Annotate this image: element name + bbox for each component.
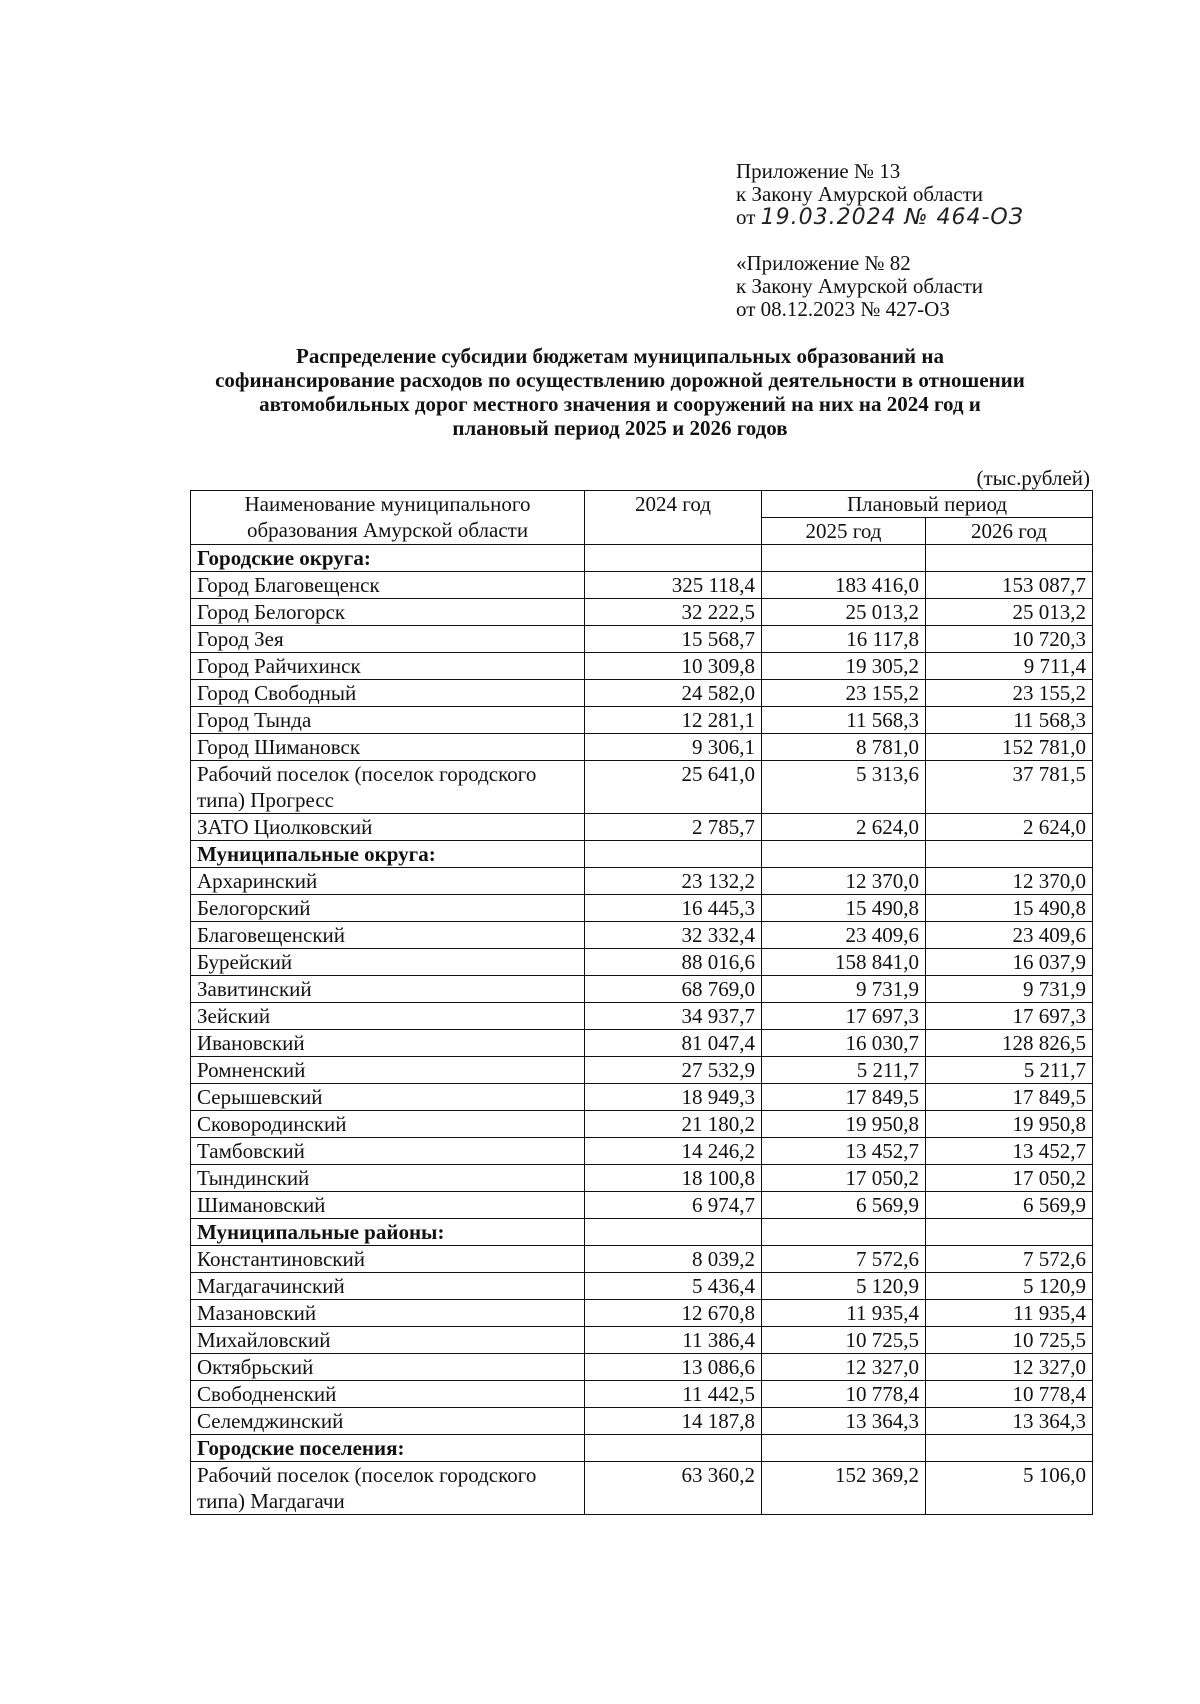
appendix-13-law: к Закону Амурской области [736, 182, 984, 206]
value-2025-cell [762, 1435, 926, 1462]
table-row [191, 1327, 1093, 1354]
municipality-name-cell: Город Благовещенск [191, 572, 585, 599]
document-title [150, 344, 1090, 440]
value-2024-cell [585, 1435, 762, 1462]
value-2025-cell: 23 155,2 [762, 680, 926, 707]
appendix-13-header [736, 160, 1024, 229]
table-row [191, 1462, 1093, 1515]
value-2024-cell: 27 532,9 [585, 1057, 762, 1084]
column-header-name-line2: образования Амурской области [246, 518, 529, 542]
value-2025-cell: 16 117,8 [762, 626, 926, 653]
table-row [191, 1300, 1093, 1327]
municipality-name-cell: Тамбовский [191, 1138, 585, 1165]
value-2025-cell [762, 545, 926, 572]
table-header-row [191, 491, 1093, 518]
value-2024-cell: 63 360,2 [585, 1462, 762, 1515]
unit-label: (тыс.рублей) [976, 466, 1090, 490]
municipality-name-cell: Ивановский [191, 1030, 585, 1057]
municipality-name-cell: Муниципальные районы: [191, 1219, 585, 1246]
municipality-name-cell: Магдагачинский [191, 1273, 585, 1300]
table-row [191, 1084, 1093, 1111]
value-2024-cell: 12 670,8 [585, 1300, 762, 1327]
table-row [191, 1273, 1093, 1300]
table-row [191, 1246, 1093, 1273]
value-2025-cell: 183 416,0 [762, 572, 926, 599]
municipality-name-cell: Городские поселения: [191, 1435, 585, 1462]
value-2024-cell: 11 386,4 [585, 1327, 762, 1354]
value-2024-cell: 10 309,8 [585, 653, 762, 680]
value-2026-cell: 2 624,0 [926, 814, 1093, 841]
table-section-row [191, 841, 1093, 868]
table-row [191, 1003, 1093, 1030]
value-2025-cell: 9 731,9 [762, 976, 926, 1003]
value-2024-cell: 13 086,6 [585, 1354, 762, 1381]
value-2024-cell: 16 445,3 [585, 895, 762, 922]
table-row [191, 761, 1093, 814]
title-line-1: Распределение субсидии бюджетам муниципальных образований на [296, 344, 944, 368]
value-2026-cell: 16 037,9 [926, 949, 1093, 976]
value-2025-cell: 19 950,8 [762, 1111, 926, 1138]
value-2025-cell: 7 572,6 [762, 1246, 926, 1273]
municipality-name-cell: Селемджинский [191, 1408, 585, 1435]
value-2025-cell: 158 841,0 [762, 949, 926, 976]
value-2025-cell [762, 1219, 926, 1246]
appendix-13-number: Приложение № 13 [736, 159, 901, 183]
handwritten-date-number: 19.03.2024 № 464-ОЗ [760, 205, 1024, 230]
value-2024-cell: 6 974,7 [585, 1192, 762, 1219]
value-2026-cell: 128 826,5 [926, 1030, 1093, 1057]
municipality-name-cell: Муниципальные округа: [191, 841, 585, 868]
value-2026-cell: 19 950,8 [926, 1111, 1093, 1138]
municipality-name-cell: Зейский [191, 1003, 585, 1030]
value-2024-cell: 14 246,2 [585, 1138, 762, 1165]
table-row [191, 949, 1093, 976]
value-2026-cell: 9 711,4 [926, 653, 1093, 680]
municipality-name-cell: Город Тында [191, 707, 585, 734]
table-row [191, 1057, 1093, 1084]
municipality-name-cell: Серышевский [191, 1084, 585, 1111]
table-row [191, 599, 1093, 626]
title-line-3: автомобильных дорог местного значения и сооружений на них на 2024 год и [259, 392, 981, 416]
table-section-row [191, 545, 1093, 572]
value-2026-cell: 15 490,8 [926, 895, 1093, 922]
value-2026-cell: 23 409,6 [926, 922, 1093, 949]
value-2025-cell: 5 211,7 [762, 1057, 926, 1084]
value-2024-cell: 8 039,2 [585, 1246, 762, 1273]
value-2024-cell: 18 100,8 [585, 1165, 762, 1192]
appendix-82-number: «Приложение № 82 [736, 251, 911, 275]
column-header-2024: 2024 год [585, 491, 762, 545]
value-2026-cell: 5 106,0 [926, 1462, 1093, 1515]
appendix-82-date: от 08.12.2023 № 427-ОЗ [736, 297, 950, 321]
value-2025-cell: 12 370,0 [762, 868, 926, 895]
value-2025-cell: 5 313,6 [762, 761, 926, 814]
appendix-13-date-prefix: от [736, 205, 756, 229]
table-row [191, 1192, 1093, 1219]
value-2024-cell: 18 949,3 [585, 1084, 762, 1111]
value-2024-cell: 325 118,4 [585, 572, 762, 599]
value-2024-cell: 2 785,7 [585, 814, 762, 841]
value-2024-cell: 12 281,1 [585, 707, 762, 734]
value-2026-cell: 17 849,5 [926, 1084, 1093, 1111]
value-2026-cell: 12 327,0 [926, 1354, 1093, 1381]
table-row [191, 1138, 1093, 1165]
table-row [191, 895, 1093, 922]
value-2025-cell: 10 725,5 [762, 1327, 926, 1354]
value-2025-cell [762, 841, 926, 868]
table-row [191, 1354, 1093, 1381]
column-header-planned-period: Плановый период [762, 491, 1093, 518]
value-2024-cell: 15 568,7 [585, 626, 762, 653]
value-2025-cell: 23 409,6 [762, 922, 926, 949]
value-2026-cell: 12 370,0 [926, 868, 1093, 895]
value-2024-cell: 23 132,2 [585, 868, 762, 895]
table-row [191, 680, 1093, 707]
column-header-name [191, 491, 585, 545]
table-row [191, 1381, 1093, 1408]
subsidy-table [190, 490, 1093, 1515]
municipality-name-cell: Сковородинский [191, 1111, 585, 1138]
value-2026-cell: 17 697,3 [926, 1003, 1093, 1030]
value-2024-cell [585, 841, 762, 868]
value-2024-cell: 34 937,7 [585, 1003, 762, 1030]
value-2025-cell: 6 569,9 [762, 1192, 926, 1219]
municipality-name-cell: Октябрьский [191, 1354, 585, 1381]
table-row [191, 922, 1093, 949]
value-2025-cell: 152 369,2 [762, 1462, 926, 1515]
value-2025-cell: 25 013,2 [762, 599, 926, 626]
value-2026-cell: 9 731,9 [926, 976, 1093, 1003]
municipality-name-cell: Шимановский [191, 1192, 585, 1219]
municipality-name-cell: Городские округа: [191, 545, 585, 572]
value-2026-cell: 25 013,2 [926, 599, 1093, 626]
value-2025-cell: 16 030,7 [762, 1030, 926, 1057]
municipality-name-cell: Белогорский [191, 895, 585, 922]
municipality-name-cell: Тындинский [191, 1165, 585, 1192]
value-2024-cell: 21 180,2 [585, 1111, 762, 1138]
value-2025-cell: 12 327,0 [762, 1354, 926, 1381]
value-2026-cell: 11 935,4 [926, 1300, 1093, 1327]
column-header-2025: 2025 год [762, 518, 926, 545]
table-row [191, 976, 1093, 1003]
value-2024-cell: 11 442,5 [585, 1381, 762, 1408]
table-row [191, 1408, 1093, 1435]
municipality-name-cell: Константиновский [191, 1246, 585, 1273]
appendix-82-header [736, 252, 983, 321]
value-2026-cell: 11 568,3 [926, 707, 1093, 734]
table-row [191, 1165, 1093, 1192]
value-2026-cell [926, 1219, 1093, 1246]
appendix-13-date-line [736, 206, 1024, 229]
value-2024-cell: 32 222,5 [585, 599, 762, 626]
municipality-name-cell: Архаринский [191, 868, 585, 895]
municipality-name-cell: Благовещенский [191, 922, 585, 949]
value-2025-cell: 17 849,5 [762, 1084, 926, 1111]
value-2024-cell [585, 1219, 762, 1246]
municipality-name-cell: Свободненский [191, 1381, 585, 1408]
municipality-name-cell: Город Белогорск [191, 599, 585, 626]
table-section-row [191, 1435, 1093, 1462]
table-section-row [191, 1219, 1093, 1246]
table-row [191, 1030, 1093, 1057]
column-header-2026: 2026 год [926, 518, 1093, 545]
municipality-name-cell: Город Райчихинск [191, 653, 585, 680]
value-2025-cell: 13 452,7 [762, 1138, 926, 1165]
municipality-name-cell: Город Свободный [191, 680, 585, 707]
municipality-name-cell: Ромненский [191, 1057, 585, 1084]
table-body [191, 545, 1093, 1515]
value-2026-cell: 152 781,0 [926, 734, 1093, 761]
value-2025-cell: 13 364,3 [762, 1408, 926, 1435]
value-2026-cell: 13 452,7 [926, 1138, 1093, 1165]
value-2025-cell: 10 778,4 [762, 1381, 926, 1408]
municipality-name-cell: ЗАТО Циолковский [191, 814, 585, 841]
table-row [191, 626, 1093, 653]
municipality-name-cell: Город Шимановск [191, 734, 585, 761]
value-2025-cell: 15 490,8 [762, 895, 926, 922]
municipality-name-cell: Михайловский [191, 1327, 585, 1354]
value-2024-cell: 88 016,6 [585, 949, 762, 976]
municipality-name-cell: Рабочий поселок (поселок городского типа) Магдагачи [191, 1462, 585, 1515]
table-row [191, 814, 1093, 841]
appendix-82-law: к Закону Амурской области [736, 274, 984, 298]
value-2025-cell: 2 624,0 [762, 814, 926, 841]
municipality-name-cell: Мазановский [191, 1300, 585, 1327]
value-2026-cell: 5 120,9 [926, 1273, 1093, 1300]
value-2026-cell: 17 050,2 [926, 1165, 1093, 1192]
value-2025-cell: 11 568,3 [762, 707, 926, 734]
municipality-name-cell: Рабочий поселок (поселок городского типа) Прогресс [191, 761, 585, 814]
value-2026-cell: 5 211,7 [926, 1057, 1093, 1084]
municipality-name-cell: Бурейский [191, 949, 585, 976]
title-line-2: софинансирование расходов по осуществлению дорожной деятельности в отношении [215, 368, 1025, 392]
value-2024-cell: 25 641,0 [585, 761, 762, 814]
value-2024-cell: 24 582,0 [585, 680, 762, 707]
value-2026-cell: 10 778,4 [926, 1381, 1093, 1408]
table-row [191, 707, 1093, 734]
title-line-4: плановый период 2025 и 2026 годов [452, 416, 788, 440]
value-2026-cell [926, 841, 1093, 868]
value-2026-cell: 13 364,3 [926, 1408, 1093, 1435]
table-row [191, 734, 1093, 761]
value-2026-cell: 153 087,7 [926, 572, 1093, 599]
value-2025-cell: 19 305,2 [762, 653, 926, 680]
value-2024-cell: 9 306,1 [585, 734, 762, 761]
value-2026-cell [926, 545, 1093, 572]
column-header-name-line1: Наименование муниципального [244, 492, 531, 516]
table-row [191, 653, 1093, 680]
value-2024-cell: 5 436,4 [585, 1273, 762, 1300]
table-row [191, 572, 1093, 599]
value-2024-cell: 68 769,0 [585, 976, 762, 1003]
municipality-name-cell: Город Зея [191, 626, 585, 653]
value-2026-cell: 23 155,2 [926, 680, 1093, 707]
value-2025-cell: 8 781,0 [762, 734, 926, 761]
value-2026-cell: 10 720,3 [926, 626, 1093, 653]
value-2025-cell: 11 935,4 [762, 1300, 926, 1327]
value-2025-cell: 17 697,3 [762, 1003, 926, 1030]
value-2024-cell: 32 332,4 [585, 922, 762, 949]
value-2026-cell: 7 572,6 [926, 1246, 1093, 1273]
table-row [191, 868, 1093, 895]
table-row [191, 1111, 1093, 1138]
value-2026-cell: 37 781,5 [926, 761, 1093, 814]
municipality-name-cell: Завитинский [191, 976, 585, 1003]
value-2025-cell: 5 120,9 [762, 1273, 926, 1300]
value-2024-cell: 14 187,8 [585, 1408, 762, 1435]
value-2024-cell [585, 545, 762, 572]
value-2024-cell: 81 047,4 [585, 1030, 762, 1057]
value-2026-cell: 10 725,5 [926, 1327, 1093, 1354]
value-2025-cell: 17 050,2 [762, 1165, 926, 1192]
value-2026-cell [926, 1435, 1093, 1462]
value-2026-cell: 6 569,9 [926, 1192, 1093, 1219]
